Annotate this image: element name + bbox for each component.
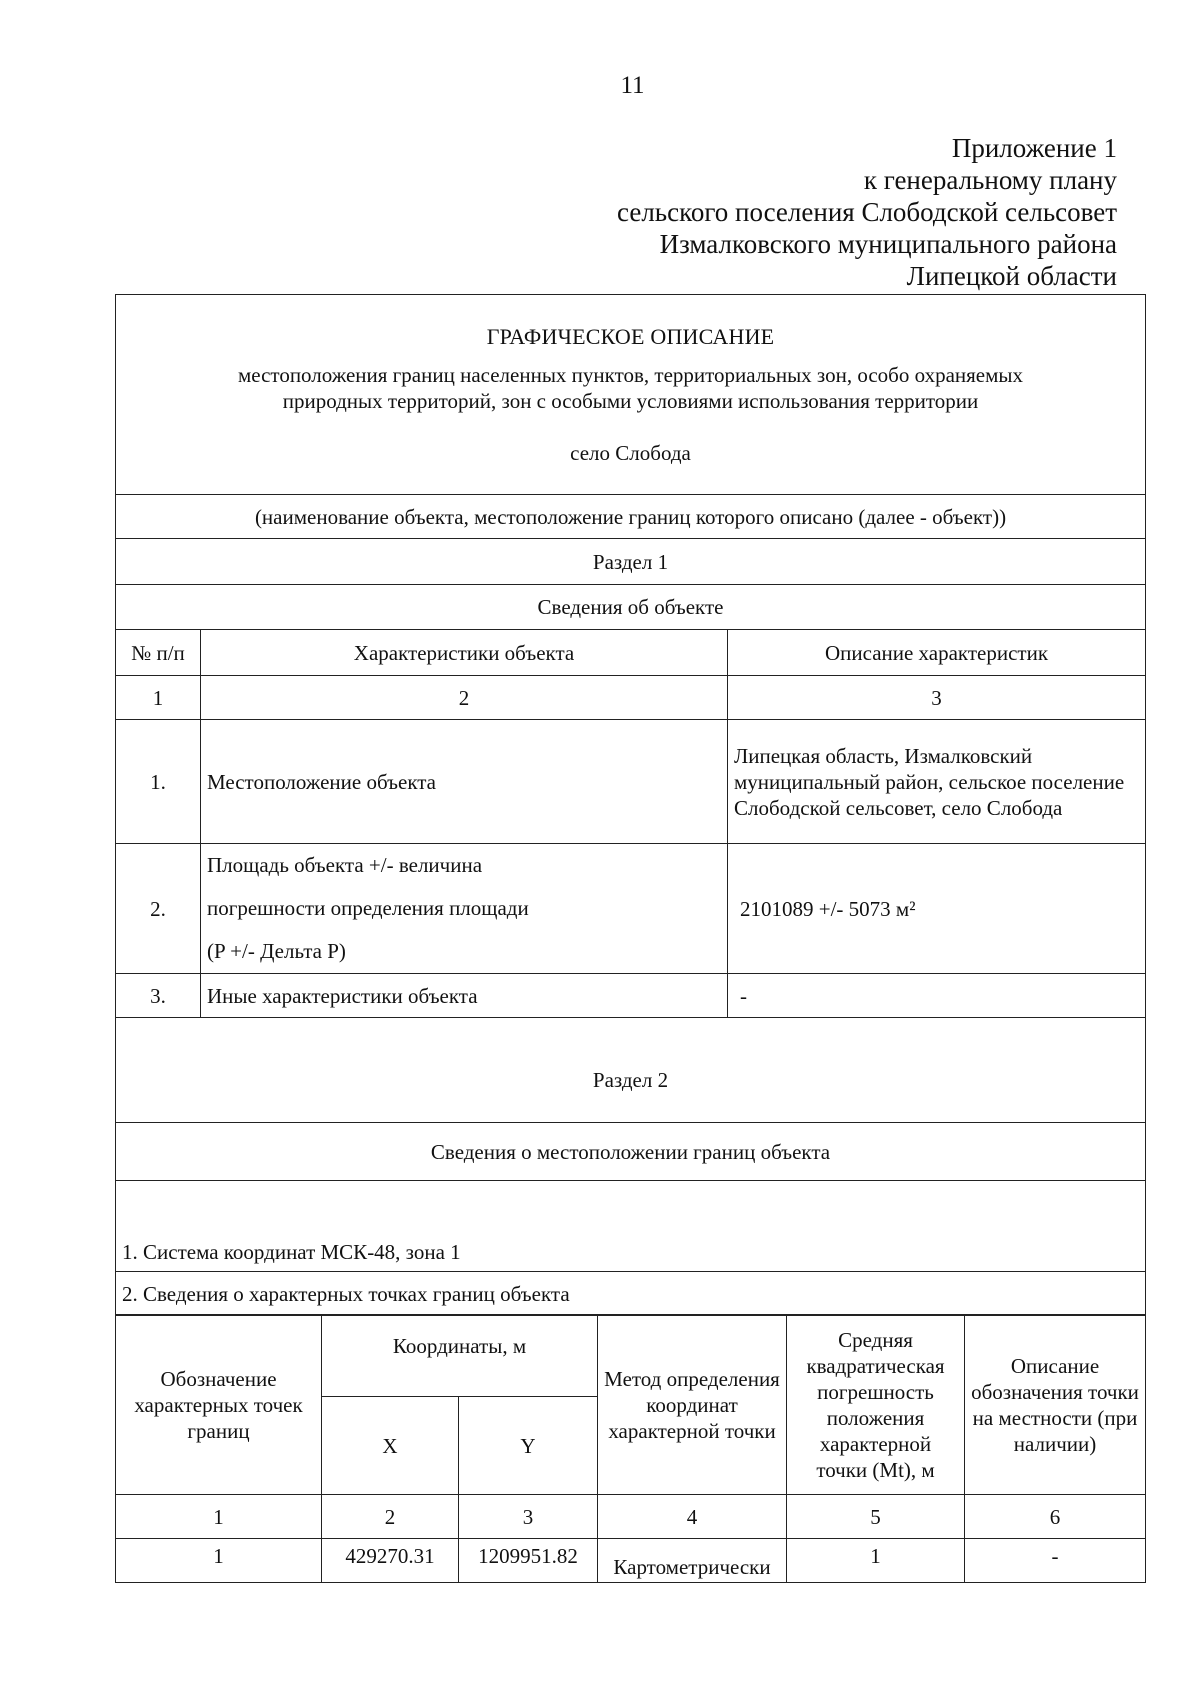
doc-subtitle-line: природных территорий, зон с особыми условиями использования территории xyxy=(282,388,979,413)
appendix-heading xyxy=(617,132,1117,292)
description-cell: Липецкая область, Измалковский муниципальный район, сельское поселение Слободской сельсовет, село Слобода xyxy=(728,720,1146,844)
appendix-line: сельского поселения Слободской сельсовет xyxy=(617,197,1117,227)
section1-title-row xyxy=(116,539,1146,585)
row-number: 3. xyxy=(116,974,201,1018)
column-number: 1 xyxy=(116,676,201,720)
points-header-row xyxy=(116,1315,1146,1397)
table-row xyxy=(116,974,1146,1018)
characteristic-cell: Местоположение объекта xyxy=(201,720,728,844)
appendix-line: Измалковского муниципального района xyxy=(659,229,1117,259)
point-error: 1 xyxy=(787,1539,965,1583)
column-number: 3 xyxy=(728,676,1146,720)
characteristic-line: Площадь объекта +/- величина xyxy=(207,853,483,877)
characteristic-cell xyxy=(201,844,728,974)
section2-subtitle: Сведения о местоположении границ объекта xyxy=(116,1123,1146,1181)
caption-row xyxy=(116,495,1146,539)
appendix-line: Приложение 1 xyxy=(951,133,1117,163)
points-column-number-row xyxy=(116,1495,1146,1539)
header-row xyxy=(116,295,1146,495)
column-header: Координаты, м xyxy=(322,1315,598,1397)
characteristic-line: (P +/- Дельта P) xyxy=(207,939,346,963)
description-cell: - xyxy=(728,974,1146,1018)
column-header: X xyxy=(322,1397,459,1495)
characteristic-line: погрешности определения площади xyxy=(207,896,529,920)
column-number: 6 xyxy=(965,1495,1146,1539)
point-x: 429270.31 xyxy=(322,1539,459,1583)
column-number: 2 xyxy=(322,1495,459,1539)
column-number: 3 xyxy=(459,1495,598,1539)
section1-subtitle: Сведения об объекте xyxy=(116,585,1146,630)
points-caption-row xyxy=(116,1272,1146,1316)
coord-system: 1. Система координат МСК-48, зона 1 xyxy=(116,1181,1146,1272)
coord-system-row xyxy=(116,1181,1146,1272)
column-header: № п/п xyxy=(116,630,201,676)
point-description: - xyxy=(965,1539,1146,1583)
column-header: Метод определения координат характерной точки xyxy=(598,1315,787,1495)
column-header: Y xyxy=(459,1397,598,1495)
row-number: 1. xyxy=(116,720,201,844)
header-cell xyxy=(116,295,1146,495)
doc-title: ГРАФИЧЕСКОЕ ОПИСАНИЕ xyxy=(486,323,775,349)
column-number: 1 xyxy=(116,1495,322,1539)
table-row xyxy=(116,844,1146,974)
section2-title-row xyxy=(116,1018,1146,1123)
section2-title: Раздел 2 xyxy=(116,1018,1146,1123)
doc-subtitle-line: местоположения границ населенных пунктов, территориальных зон, особо охраняемых xyxy=(237,362,1024,387)
object-info-table xyxy=(115,294,1146,1316)
page-number: 11 xyxy=(620,72,645,99)
point-id: 1 xyxy=(116,1539,322,1583)
section2-subtitle-row xyxy=(116,1123,1146,1181)
section1-column-number-row xyxy=(116,676,1146,720)
object-caption: (наименование объекта, местоположение границ которого описано (далее - объект)) xyxy=(116,495,1146,539)
column-header: Описание характеристик xyxy=(728,630,1146,676)
boundary-points-table xyxy=(115,1314,1146,1583)
row-number: 2. xyxy=(116,844,201,974)
point-y: 1209951.82 xyxy=(459,1539,598,1583)
column-header: Средняя квадратическая погрешность положения характерной точки (Mt), м xyxy=(787,1315,965,1495)
object-name: село Слобода xyxy=(570,440,691,465)
column-header: Описание обозначения точки на местности (при наличии) xyxy=(965,1315,1146,1495)
column-number: 4 xyxy=(598,1495,787,1539)
section1-title: Раздел 1 xyxy=(116,539,1146,585)
point-method: Картометрически xyxy=(598,1539,787,1583)
points-caption: 2. Сведения о характерных точках границ объекта xyxy=(116,1272,1146,1316)
appendix-line: Липецкой области xyxy=(906,261,1117,291)
characteristic-cell: Иные характеристики объекта xyxy=(201,974,728,1018)
table-row xyxy=(116,720,1146,844)
column-number: 2 xyxy=(201,676,728,720)
column-header: Обозначение характерных точек границ xyxy=(116,1315,322,1495)
table-row xyxy=(116,1539,1146,1583)
description-cell: 2101089 +/- 5073 м² xyxy=(728,844,1146,974)
appendix-line: к генеральному плану xyxy=(863,165,1117,195)
column-number: 5 xyxy=(787,1495,965,1539)
section1-subtitle-row xyxy=(116,585,1146,630)
section1-column-header-row xyxy=(116,630,1146,676)
column-header: Характеристики объекта xyxy=(201,630,728,676)
